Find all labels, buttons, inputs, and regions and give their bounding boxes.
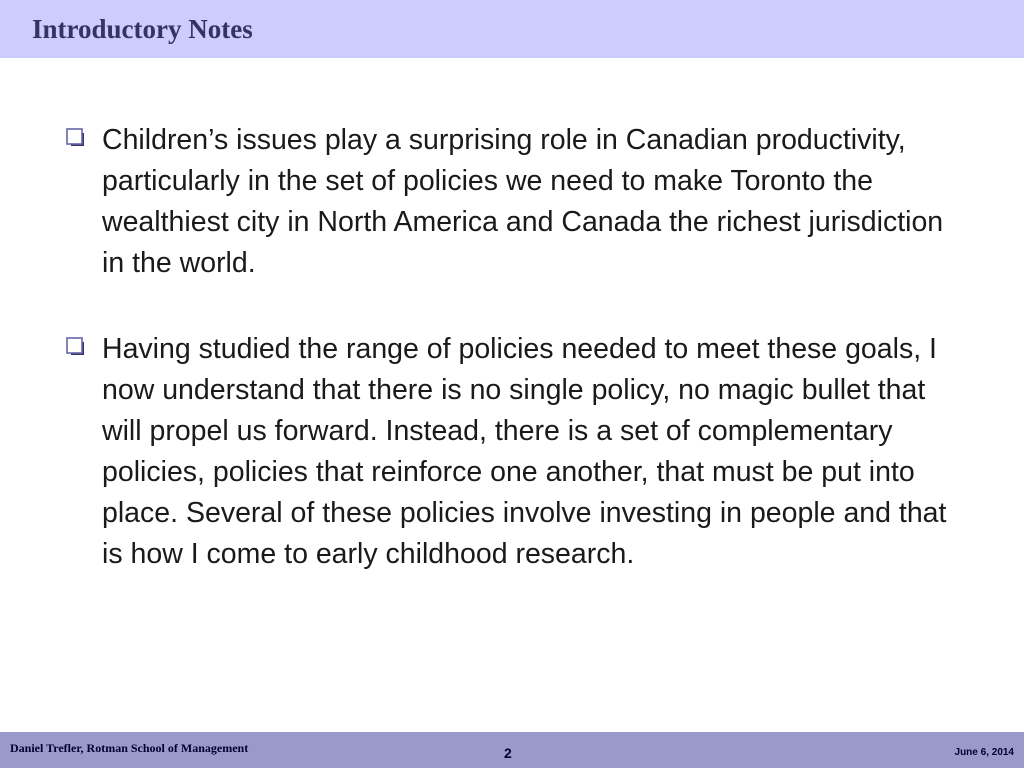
footer-date: June 6, 2014	[954, 747, 1014, 758]
slide-page-number: 2	[504, 745, 512, 761]
hollow-square-bullet-icon	[66, 128, 85, 147]
slide-title: Introductory Notes	[32, 14, 253, 44]
bullet-item	[66, 329, 966, 575]
hollow-square-bullet-icon	[66, 337, 85, 356]
bullet-item	[66, 120, 966, 284]
bullet-list	[66, 120, 966, 620]
footer-bar	[0, 732, 1024, 768]
title-bar	[0, 0, 1024, 58]
footer-author: Daniel Trefler, Rotman School of Management	[10, 741, 249, 755]
bullet-text: Children’s issues play a surprising role in Canadian productivity, particularly in the set of policies we need to make Toronto the wealthiest city in North America and Canada the richest jurisdiction in the world.	[102, 124, 944, 279]
bullet-text: Having studied the range of policies needed to meet these goals, I now understand that there is no single policy, no magic bullet that will propel us forward. Instead, there is a set of complementary policies, policies that reinforce one another, that must be put into place. Several of these policies involve investing in people and that is how I come to early childhood research.	[102, 333, 947, 570]
